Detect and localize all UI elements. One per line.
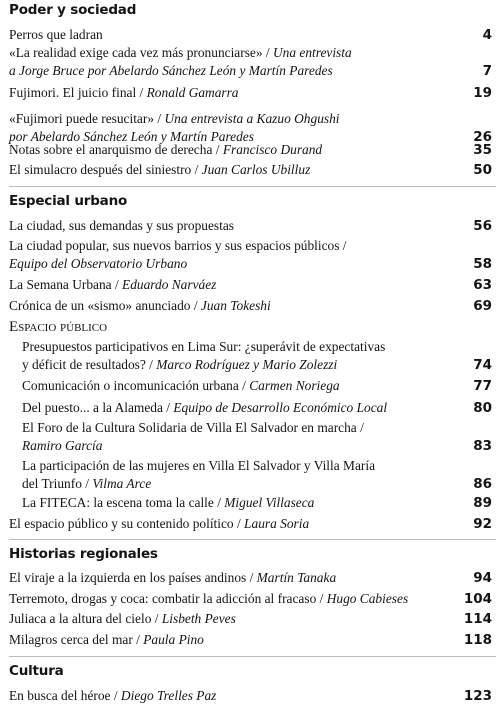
entry-author: Eduardo Narváez [122, 277, 217, 292]
entry-line [22, 419, 492, 437]
page-number: 19 [473, 85, 492, 101]
entry-line [9, 141, 492, 159]
entry-author: Francisco Durand [222, 142, 323, 157]
entry-line [22, 494, 492, 512]
entry-title: Juliaca a la altura del cielo / [9, 611, 162, 626]
entry-author: Ramiro García [22, 438, 103, 453]
entry-line [9, 217, 492, 235]
section-divider [9, 186, 496, 187]
toc-entry [9, 161, 492, 179]
entry-title: En busca del héroe / [9, 688, 121, 703]
toc-entry [9, 610, 492, 628]
section-divider [9, 539, 496, 540]
page-number: 50 [473, 162, 492, 178]
entry-title: El espacio público y su contenido político / [9, 516, 245, 531]
toc-entry [9, 141, 492, 159]
page-number: 83 [473, 438, 492, 454]
entry-author: Hugo Cabieses [326, 591, 409, 606]
toc-entry [22, 494, 492, 512]
toc-entry [9, 687, 492, 705]
toc-entry [9, 631, 492, 649]
page-number: 26 [473, 129, 492, 145]
entry-title: del Triunfo / [22, 476, 93, 491]
entry-author: Laura Soria [244, 516, 310, 531]
page-number: 69 [473, 298, 492, 314]
page-number: 35 [473, 142, 492, 158]
entry-author: Vilma Arce [92, 476, 152, 491]
entry-line [22, 356, 492, 374]
entry-author: Paula Pino [143, 632, 204, 647]
section-divider [9, 656, 496, 657]
toc-entry [9, 590, 492, 608]
entry-author: a Jorge Bruce por Abelardo Sánchez León y Martín Paredes [9, 63, 333, 78]
entry-title: Fujimori. El juicio final / [9, 85, 147, 100]
entry-title: Notas sobre el anarquismo de derecha / [9, 142, 223, 157]
entry-line [9, 297, 492, 315]
entry-title: Milagros cerca del mar / [9, 632, 144, 647]
entry-author: Juan Carlos Ubilluz [201, 162, 311, 177]
page-number: 58 [473, 256, 492, 272]
page-number: 74 [473, 357, 492, 373]
entry-line [9, 276, 492, 294]
page-number: 92 [473, 516, 492, 532]
entry-line [22, 437, 492, 455]
toc-entry [9, 237, 492, 273]
entry-title: Presupuestos participativos en Lima Sur: ¿superávit de expectativas [22, 339, 386, 354]
entry-author: Miguel Villaseca [224, 495, 315, 510]
entry-line [22, 457, 492, 475]
entry-author: Diego Trelles Paz [120, 688, 217, 703]
entry-line [9, 110, 492, 128]
entry-title: Terremoto, drogas y coca: combatir la adicción al fracaso / [9, 591, 327, 606]
toc-entry [9, 569, 492, 587]
entry-title: La FITECA: la escena toma la calle / [22, 495, 225, 510]
entry-line [22, 475, 492, 493]
entry-author: por Abelardo Sánchez León y Martín Paredes [9, 129, 254, 144]
entry-line [22, 338, 492, 356]
toc-entry [22, 399, 492, 417]
entry-title: El simulacro después del siniestro / [9, 162, 202, 177]
toc-entry [22, 377, 492, 395]
entry-line [9, 237, 492, 255]
toc-entry [9, 276, 492, 294]
toc-entry [9, 44, 492, 80]
toc-entry [9, 217, 492, 235]
toc-entry [9, 84, 492, 102]
entry-title: La Semana Urbana / [9, 277, 123, 292]
entry-line [9, 515, 492, 533]
entry-title: Perros que ladran [9, 27, 103, 42]
page-number: 114 [463, 611, 492, 627]
entry-title: «La realidad exige cada vez más pronunciarse» / [9, 45, 273, 60]
toc-entry [9, 515, 492, 533]
entry-title: «Fujimori puede resucitar» / [9, 111, 165, 126]
entry-line [9, 590, 492, 608]
section-heading: Poder y sociedad [9, 2, 137, 18]
entry-line [9, 84, 492, 102]
page-number: 56 [473, 218, 492, 234]
entry-author: Una entrevista a Kazuo Ohgushi [164, 111, 340, 126]
entry-line [9, 26, 492, 44]
entry-line [9, 255, 492, 273]
subsection-heading: Espacio público [9, 319, 108, 335]
entry-line [9, 631, 492, 649]
entry-author: Carmen Noriega [249, 378, 340, 393]
section-heading: Historias regionales [9, 546, 158, 562]
page-number: 80 [473, 400, 492, 416]
entry-author: Equipo del Observatorio Urbano [9, 256, 188, 271]
toc-entry [22, 419, 492, 455]
entry-title: Comunicación o incomunicación urbana / [22, 378, 250, 393]
entry-author: Lisbeth Peves [161, 611, 236, 626]
entry-title: La participación de las mujeres en Villa El Salvador y Villa María [22, 458, 376, 473]
entry-line [9, 44, 492, 62]
entry-title: La ciudad popular, sus nuevos barrios y sus espacios públicos / [9, 238, 347, 253]
entry-author: Juan Tokeshi [200, 298, 271, 313]
page-number: 63 [473, 277, 492, 293]
section-heading: Especial urbano [9, 193, 128, 209]
toc-entry [22, 338, 492, 374]
page-number: 89 [473, 495, 492, 511]
entry-line [9, 687, 492, 705]
entry-line [9, 161, 492, 179]
entry-author: Ronald Gamarra [146, 85, 239, 100]
entry-line [22, 399, 492, 417]
entry-title: Crónica de un «sismo» anunciado / [9, 298, 201, 313]
entry-author: Una entrevista [272, 45, 352, 60]
entry-author: Martín Tanaka [256, 570, 337, 585]
entry-line [9, 610, 492, 628]
page-number: 118 [463, 632, 492, 648]
toc-entry [9, 26, 492, 44]
page-number: 104 [463, 591, 492, 607]
entry-line [22, 377, 492, 395]
entry-title: La ciudad, sus demandas y sus propuestas [9, 218, 234, 233]
entry-line [9, 569, 492, 587]
page-number: 77 [473, 378, 492, 394]
entry-author: Marco Rodríguez y Mario Zolezzi [156, 357, 338, 372]
entry-title: Del puesto... a la Alameda / [22, 400, 174, 415]
page-number: 123 [463, 688, 492, 704]
entry-title: El Foro de la Cultura Solidaria de Villa El Salvador en marcha / [22, 420, 364, 435]
page-number: 86 [473, 476, 492, 492]
entry-title: El viraje a la izquierda en los países andinos / [9, 570, 257, 585]
page-number: 4 [482, 27, 492, 43]
entry-line [9, 62, 492, 80]
page-number: 7 [482, 63, 492, 79]
entry-author: Equipo de Desarrollo Económico Local [173, 400, 388, 415]
entry-title: y déficit de resultados? / [22, 357, 157, 372]
page-number: 94 [473, 570, 492, 586]
section-heading: Cultura [9, 663, 64, 679]
toc-entry [9, 297, 492, 315]
toc-entry [22, 457, 492, 493]
